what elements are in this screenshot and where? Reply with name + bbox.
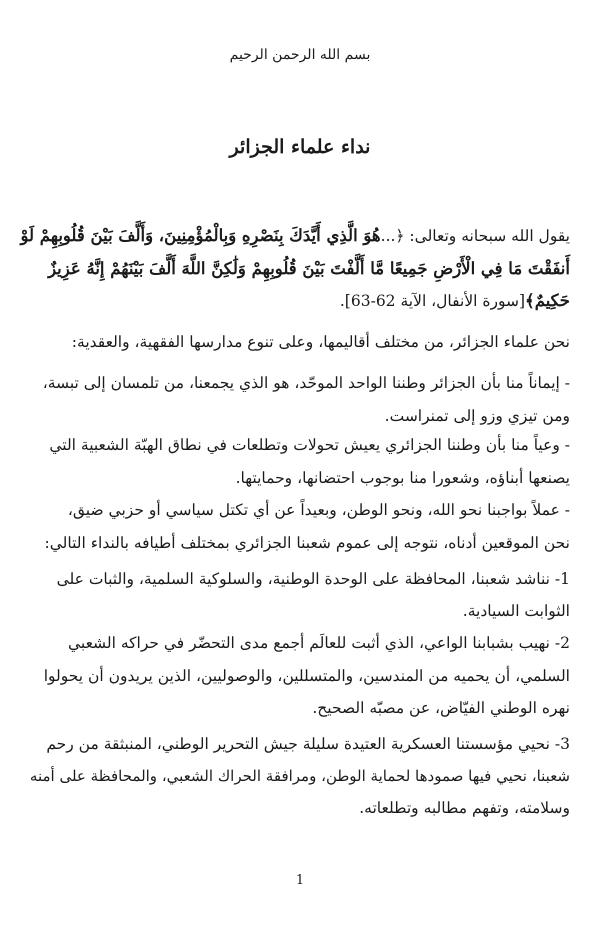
body-line: الثوابت السيادية. bbox=[462, 602, 570, 620]
body-line: - عملاً بواجبنا نحو الله، ونحو الوطن، وبعيداً عن أي تكتل سياسي أو حزبي ضيق، bbox=[67, 501, 570, 519]
body-line: نهره الوطني الفيّاض، عن مصبّه الصحيح. bbox=[312, 699, 570, 717]
body-line: نحن علماء الجزائر، من مختلف أقاليمها، وعلى تنوع مدارسها الفقهية، والعقدية: bbox=[71, 333, 570, 351]
body-line: وسلامته، وتفهم مطالبه وتطلعاته. bbox=[359, 799, 570, 817]
body-line: 3- نحيي مؤسستنا العسكرية العتيدة سليلة جيش التحرير الوطني، المنبثقة من رحم bbox=[46, 735, 570, 753]
verse-reference: [سورة الأنفال، الآية 62-63]. bbox=[339, 292, 526, 310]
body-line: شعبنا، نحيي فيها صمودها لحماية الوطن، ومرافقة الحراك الشعبي، والمحافظة على أمنه bbox=[29, 767, 570, 785]
body-line: ومن تيزي وزو إلى تمنراست. bbox=[384, 407, 570, 425]
page-number: 1 bbox=[295, 873, 305, 888]
body-line: 1- نناشد شعبنا، المحافظة على الوحدة الوطنية، والسلوكية السلمية، والثبات على bbox=[56, 570, 570, 588]
body-line: السلمي، أن يحميه من المندسين، والمتسللين، والوصوليين، الذين يريدون أن يحولوا bbox=[43, 667, 570, 685]
body-line: يصنعها أبناؤه، وشعورا منا بوجوب احتضانها، وحمايتها. bbox=[235, 469, 570, 487]
page-title: نداء علماء الجزائر bbox=[229, 136, 371, 158]
quran-verse: أَنفَقْتَ مَا فِي الْأَرْضِ جَمِيعًا مَّا أَلَّفْتَ بَيْنَ قُلُوبِهِمْ وَلَٰكِنَّ اللَّهَ أَلَّفَ بَيْنَهُمْ إِنَّهُ عَزِيزٌ bbox=[48, 259, 570, 278]
body-line: - إيماناً منا بأن الجزائر وطننا الواحد الموحّد، هو الذي يجمعنا، من تلمسان إلى تبسة، bbox=[42, 374, 570, 392]
basmala: بسم الله الرحمن الرحيم bbox=[229, 47, 371, 63]
intro-lead: يقول الله سبحانه وتعالى: ﴿... bbox=[380, 227, 570, 245]
intro-line-1 bbox=[20, 223, 570, 249]
quran-verse: هُوَ الَّذِي أَيَّدَكَ بِنَصْرِهِ وَبِالْمُؤْمِنِينَ، وَأَلَّفَ بَيْنَ قُلُوبِهِمْ لَوْ bbox=[20, 226, 381, 245]
intro-line-3 bbox=[340, 288, 570, 314]
quran-verse: حَكِيمٌ﴾ bbox=[525, 291, 570, 310]
body-line: 2- نهيب بشبابنا الواعي، الذي أثبت للعالَم أجمع مدى التحضّر في حراكه الشعبي bbox=[67, 634, 570, 652]
body-line: - وعياً منا بأن وطننا الجزائري يعيش تحولات وتطلعات في نطاق الهبّة الشعبية التي bbox=[49, 436, 570, 454]
body-line: نحن الموقعين أدناه، نتوجه إلى عموم شعبنا الجزائري بمختلف أطيافه بالنداء التالي: bbox=[44, 534, 570, 552]
